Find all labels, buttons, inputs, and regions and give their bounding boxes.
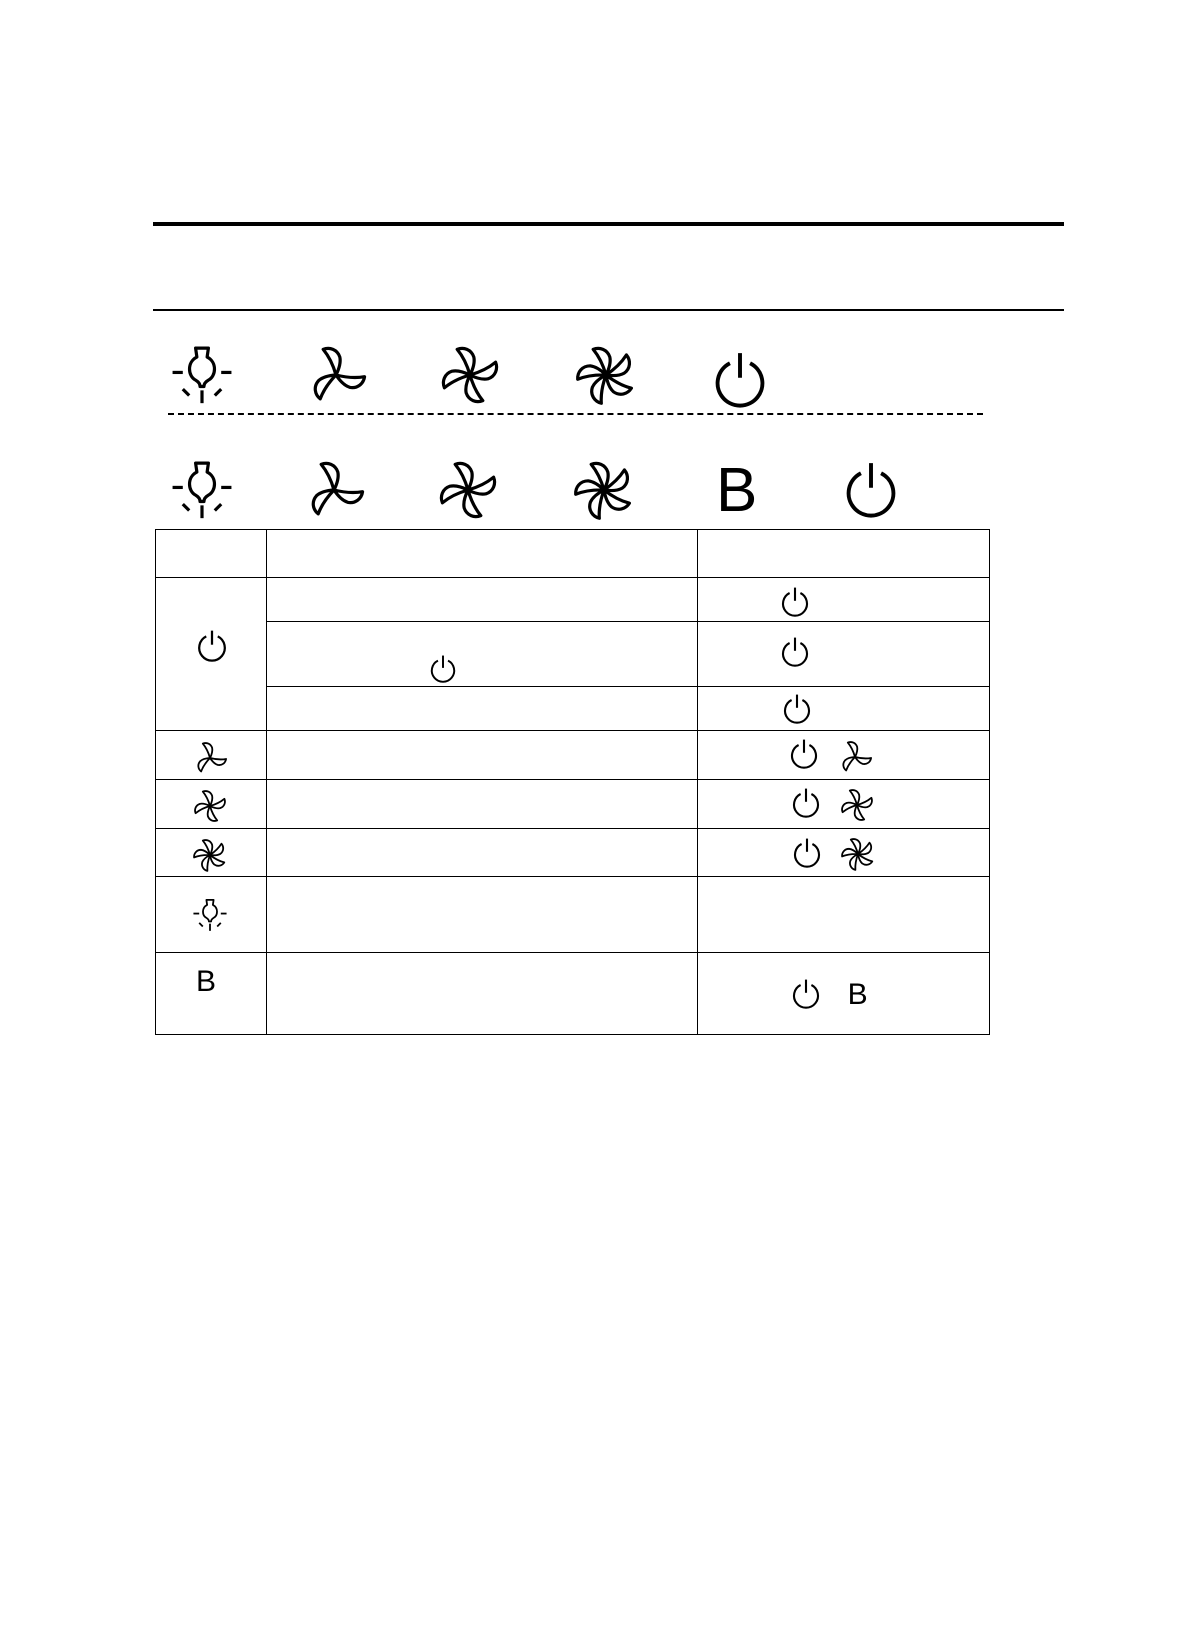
boost-b-icon[interactable]: B — [716, 456, 758, 525]
power-icon — [780, 587, 810, 617]
table-row — [156, 877, 990, 953]
table-key-cell — [156, 780, 267, 829]
header-rule-bottom — [153, 309, 1064, 311]
table-row — [156, 578, 990, 622]
table-desc-cell — [267, 877, 698, 953]
fan-speed-2-icon[interactable] — [436, 458, 500, 522]
power-icon[interactable] — [843, 462, 899, 518]
table-desc-cell — [267, 780, 698, 829]
table-key-cell — [156, 953, 267, 1035]
power-icon — [782, 694, 812, 724]
fan-speed-3-icon — [840, 836, 876, 872]
table-desc-cell — [267, 622, 698, 687]
controls-table — [155, 529, 990, 1035]
light-bulb-icon[interactable] — [170, 458, 234, 522]
fan-speed-2-icon — [192, 788, 228, 824]
table-row — [156, 829, 990, 877]
table-row — [156, 953, 990, 1035]
boost-b-icon: B — [196, 965, 217, 998]
power-icon — [792, 838, 822, 868]
fan-speed-1-icon — [837, 739, 873, 775]
panel-divider-dashed — [168, 413, 983, 415]
fan-speed-3-icon[interactable] — [572, 458, 636, 522]
table-action-cell — [697, 953, 989, 1035]
table-desc-cell — [267, 953, 698, 1035]
table-desc-cell — [267, 829, 698, 877]
fan-speed-1-icon[interactable] — [304, 343, 368, 407]
table-action-cell — [697, 622, 989, 687]
table-row — [156, 731, 990, 780]
light-bulb-icon — [192, 897, 228, 933]
table-row — [156, 687, 990, 731]
boost-b-icon: B — [847, 978, 868, 1011]
power-icon — [791, 979, 821, 1009]
table-desc-cell — [267, 687, 698, 731]
table-header-row — [156, 530, 990, 578]
table-action-cell — [697, 578, 989, 622]
table-action-cell — [697, 687, 989, 731]
table-action-cell — [697, 731, 989, 780]
power-icon — [429, 655, 457, 683]
table-desc-cell — [267, 578, 698, 622]
fan-speed-3-icon[interactable] — [574, 343, 638, 407]
table-key-cell — [156, 578, 267, 731]
table-header-cell — [267, 530, 698, 578]
fan-speed-1-icon — [192, 740, 228, 776]
power-icon — [791, 788, 821, 818]
power-icon[interactable] — [712, 352, 768, 408]
fan-speed-3-icon — [192, 837, 228, 873]
power-icon — [196, 630, 228, 662]
table-key-cell — [156, 877, 267, 953]
table-row — [156, 780, 990, 829]
table-action-cell — [697, 829, 989, 877]
table-header-cell — [697, 530, 989, 578]
light-bulb-icon[interactable] — [170, 343, 234, 407]
table-key-cell — [156, 731, 267, 780]
table-desc-cell — [267, 731, 698, 780]
table-header-cell — [156, 530, 267, 578]
table-action-cell — [697, 780, 989, 829]
table-action-cell — [697, 877, 989, 953]
power-icon — [789, 739, 819, 769]
power-icon — [780, 637, 810, 667]
fan-speed-2-icon[interactable] — [438, 343, 502, 407]
table-key-cell — [156, 829, 267, 877]
header-rule-top — [153, 222, 1064, 226]
table-row — [156, 622, 990, 687]
fan-speed-1-icon[interactable] — [302, 458, 366, 522]
fan-speed-2-icon — [839, 787, 875, 823]
